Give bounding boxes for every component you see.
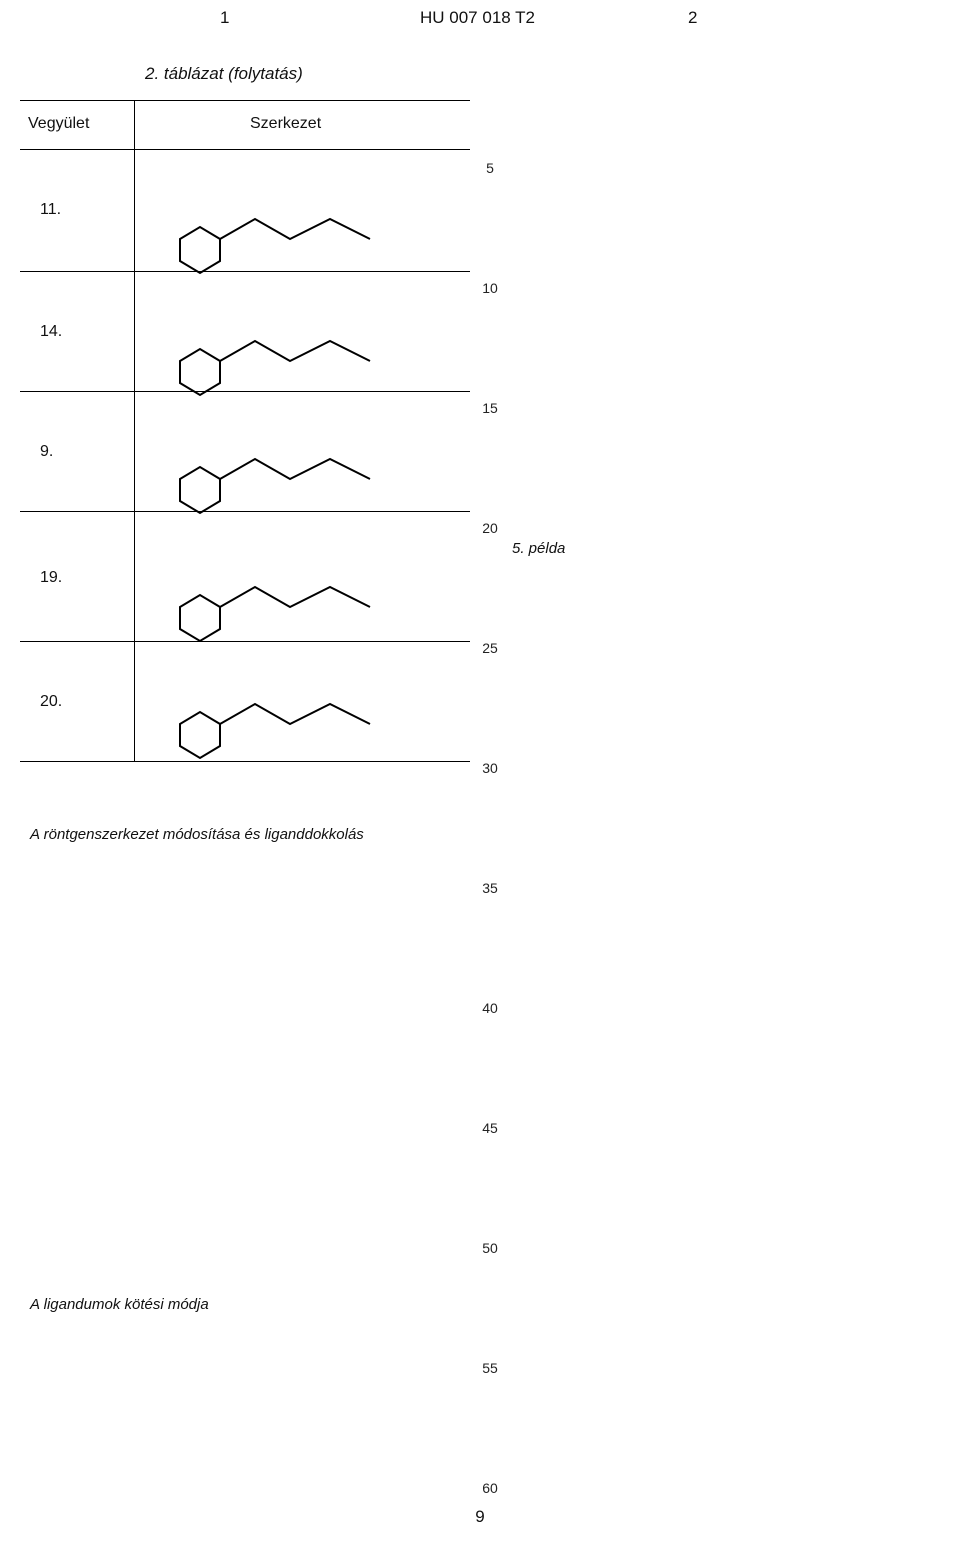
example-5-heading: 5. példa xyxy=(512,540,566,557)
table-row: 9. xyxy=(20,391,470,512)
compound-table xyxy=(20,100,470,762)
table-header xyxy=(20,101,470,150)
col-compound: Vegyület xyxy=(28,115,90,132)
table-row: 20. xyxy=(40,693,63,710)
col-structure: Szerkezet xyxy=(250,115,322,132)
chemical-structures xyxy=(140,149,470,761)
section-heading-binding: A ligandumok kötési módja xyxy=(30,1296,209,1313)
table-row: 19. xyxy=(20,511,470,642)
table-row: 14. xyxy=(20,271,470,392)
patent-number: HU 007 018 T2 xyxy=(420,8,535,27)
section-heading-docking: A röntgenszerkezet módosítása és liganddokkolás xyxy=(30,826,364,843)
page-number-left: 1 xyxy=(220,8,230,27)
page-footer-number: 9 xyxy=(475,1507,485,1526)
table-title: 2. táblázat (folytatás) xyxy=(145,64,303,83)
page-number-right: 2 xyxy=(688,8,698,27)
table-row: 11. xyxy=(20,149,470,272)
